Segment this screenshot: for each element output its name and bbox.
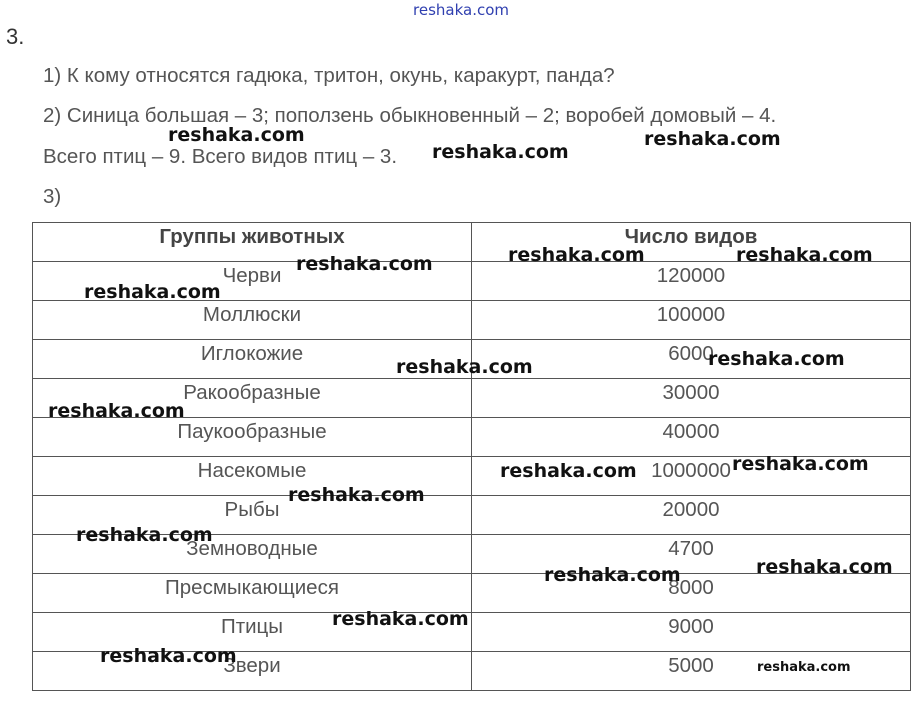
cell-species-count: 30000 — [472, 379, 911, 418]
cell-animal-group: Ракообразные — [33, 379, 472, 418]
watermark: reshaka.com — [84, 281, 221, 303]
table-row — [33, 301, 911, 340]
question-1: 1) К кому относятся гадюка, тритон, окунь, каракурт, панда? — [43, 64, 615, 87]
watermark: reshaka.com — [757, 660, 851, 675]
cell-animal-group: Птицы — [33, 613, 472, 652]
watermark: reshaka.com — [508, 244, 645, 266]
cell-animal-group: Насекомые — [33, 457, 472, 496]
watermark: reshaka.com — [544, 564, 681, 586]
watermark: reshaka.com — [76, 524, 213, 546]
table-row — [33, 418, 911, 457]
cell-species-count: 8000 — [472, 574, 911, 613]
watermark: reshaka.com — [500, 460, 637, 482]
watermark: reshaka.com — [756, 556, 893, 578]
cell-animal-group: Пресмыкающиеся — [33, 574, 472, 613]
answer-2-line-2: Всего птиц – 9. Всего видов птиц – 3. — [43, 145, 398, 168]
cell-species-count: 9000 — [472, 613, 911, 652]
cell-species-count: 100000 — [472, 301, 911, 340]
cell-animal-group: Иглокожие — [33, 340, 472, 379]
cell-animal-group: Земноводные — [33, 535, 472, 574]
watermark: reshaka.com — [708, 348, 845, 370]
watermark: reshaka.com — [644, 128, 781, 150]
cell-animal-group: Черви — [33, 262, 472, 301]
watermark: reshaka.com — [396, 356, 533, 378]
cell-animal-group: Рыбы — [33, 496, 472, 535]
watermark: reshaka.com — [432, 141, 569, 163]
cell-species-count: 4700 — [472, 535, 911, 574]
top-watermark: reshaka.com — [413, 1, 509, 19]
watermark: reshaka.com — [48, 400, 185, 422]
watermark: reshaka.com — [736, 244, 873, 266]
table-row — [33, 574, 911, 613]
watermark: reshaka.com — [100, 645, 237, 667]
watermark: reshaka.com — [288, 484, 425, 506]
cell-species-count: 40000 — [472, 418, 911, 457]
cell-animal-group: Паукообразные — [33, 418, 472, 457]
header-groups: Группы животных — [33, 223, 472, 262]
task-number: 3. — [6, 24, 25, 49]
cell-species-count: 20000 — [472, 496, 911, 535]
answer-3-label: 3) — [43, 185, 62, 208]
answer-2-line-1: 2) Синица большая – 3; поползень обыкновенный – 2; воробей домовый – 4. — [43, 104, 777, 127]
cell-species-count: 1000000 — [472, 457, 911, 496]
watermark: reshaka.com — [296, 253, 433, 275]
cell-species-count: 6000 — [472, 340, 911, 379]
cell-animal-group: Моллюски — [33, 301, 472, 340]
watermark: reshaka.com — [732, 453, 869, 475]
cell-species-count: 5000 — [472, 652, 911, 691]
cell-animal-group: Звери — [33, 652, 472, 691]
cell-species-count: 120000 — [472, 262, 911, 301]
watermark: reshaka.com — [168, 124, 305, 146]
header-species-count: Число видов — [472, 223, 911, 262]
watermark: reshaka.com — [332, 608, 469, 630]
